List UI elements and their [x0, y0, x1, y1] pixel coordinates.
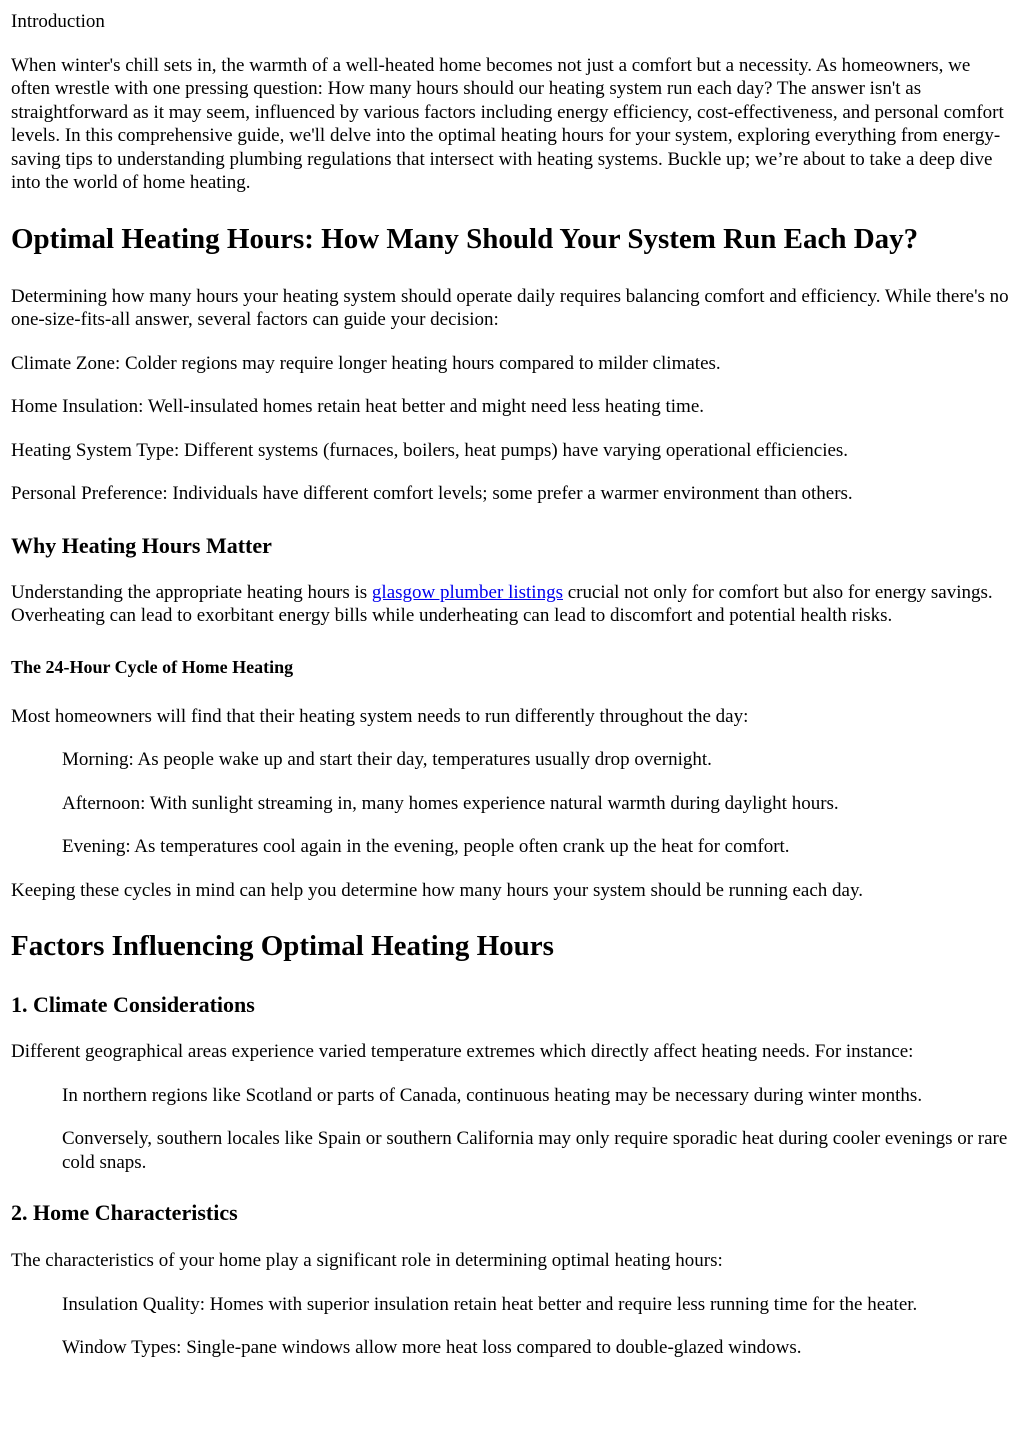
cycle-item-evening: Evening: As temperatures cool again in the evening, people often crank up the heat for comfort.: [62, 836, 790, 857]
cycle-item-afternoon: Afternoon: With sunlight streaming in, many homes experience natural warmth during daylight hours.: [62, 792, 839, 814]
factor-climate-zone: Climate Zone: Colder regions may require longer heating hours compared to milder climates.: [11, 352, 721, 374]
home-item-insulation-quality: Insulation Quality: Homes with superior insulation retain heat better and require less running time for the heater.: [62, 1293, 918, 1315]
home-lead-paragraph: The characteristics of your home play a significant role in determining optimal heating hours:: [11, 1250, 723, 1271]
intro-paragraph: When winter's chill sets in, the warmth of a well-heated home becomes not just a comfort but a necessity. As homeowners, we often wrestle with one pressing question: How many hours should our heating system run each day? The answer isn't as straightforward as it may seem, influenced by various factors including energy efficiency, cost-effectiveness, and personal comfort levels. In this comprehensive guide, we'll delve into the optimal heating hours for your system, exploring everything from energy-saving tips to understanding plumbing regulations that intersect with heating systems. Buckle up; we’re about to take a deep dive into the world of home heating.: [11, 54, 1004, 193]
heading-factors-influencing: Factors Influencing Optimal Heating Hours: [11, 930, 554, 962]
why-text-before-link: Understanding the appropriate heating hours is: [11, 581, 372, 603]
intro-label: Introduction: [11, 11, 105, 32]
glasgow-plumber-listings-link[interactable]: glasgow plumber listings: [371, 581, 563, 603]
climate-lead-paragraph: Different geographical areas experience varied temperature extremes which directly affect heating needs. For instance:: [11, 1041, 914, 1062]
factor-heating-system-type: Heating System Type: Different systems (furnaces, boilers, heat pumps) have varying operational efficiencies.: [11, 439, 849, 461]
home-item-window-types: Window Types: Single-pane windows allow more heat loss compared to double-glazed windows.: [62, 1337, 802, 1358]
cycle-lead-paragraph: Most homeowners will find that their heating system needs to run differently throughout the day:: [11, 705, 749, 727]
factor-home-insulation: Home Insulation: Well-insulated homes retain heat better and might need less heating time.: [11, 396, 705, 417]
heading-24-hour-cycle: The 24-Hour Cycle of Home Heating: [11, 656, 294, 677]
why-text-after-link: crucial not only for comfort but also for energy savings. Overheating can lead to exorbitant energy bills while underheating can lead to discomfort and potential health risks.: [11, 581, 993, 626]
heading-why-heating-hours-matter: Why Heating Hours Matter: [11, 532, 272, 558]
optimal-lead-paragraph: Determining how many hours your heating system should operate daily requires balancing comfort and efficiency. While there's no one-size-fits-all answer, several factors can guide your decision:: [11, 285, 1009, 330]
heading-optimal-heating-hours: Optimal Heating Hours: How Many Should Your System Run Each Day?: [11, 222, 919, 255]
heading-home-characteristics: 2. Home Characteristics: [11, 1200, 238, 1225]
why-paragraph: [11, 581, 1013, 628]
heading-climate-considerations: 1. Climate Considerations: [11, 992, 255, 1017]
factor-personal-preference: Personal Preference: Individuals have different comfort levels; some prefer a warmer environment than others.: [11, 483, 853, 504]
climate-item-southern: Conversely, southern locales like Spain or southern California may only require sporadic heat during cooler evenings or rare cold snaps.: [62, 1128, 1008, 1173]
cycle-item-morning: Morning: As people wake up and start their day, temperatures usually drop overnight.: [62, 749, 712, 770]
cycle-closing-paragraph: Keeping these cycles in mind can help you determine how many hours your system should be running each day.: [11, 879, 863, 901]
climate-item-northern: In northern regions like Scotland or parts of Canada, continuous heating may be necessary during winter months.: [62, 1084, 923, 1106]
